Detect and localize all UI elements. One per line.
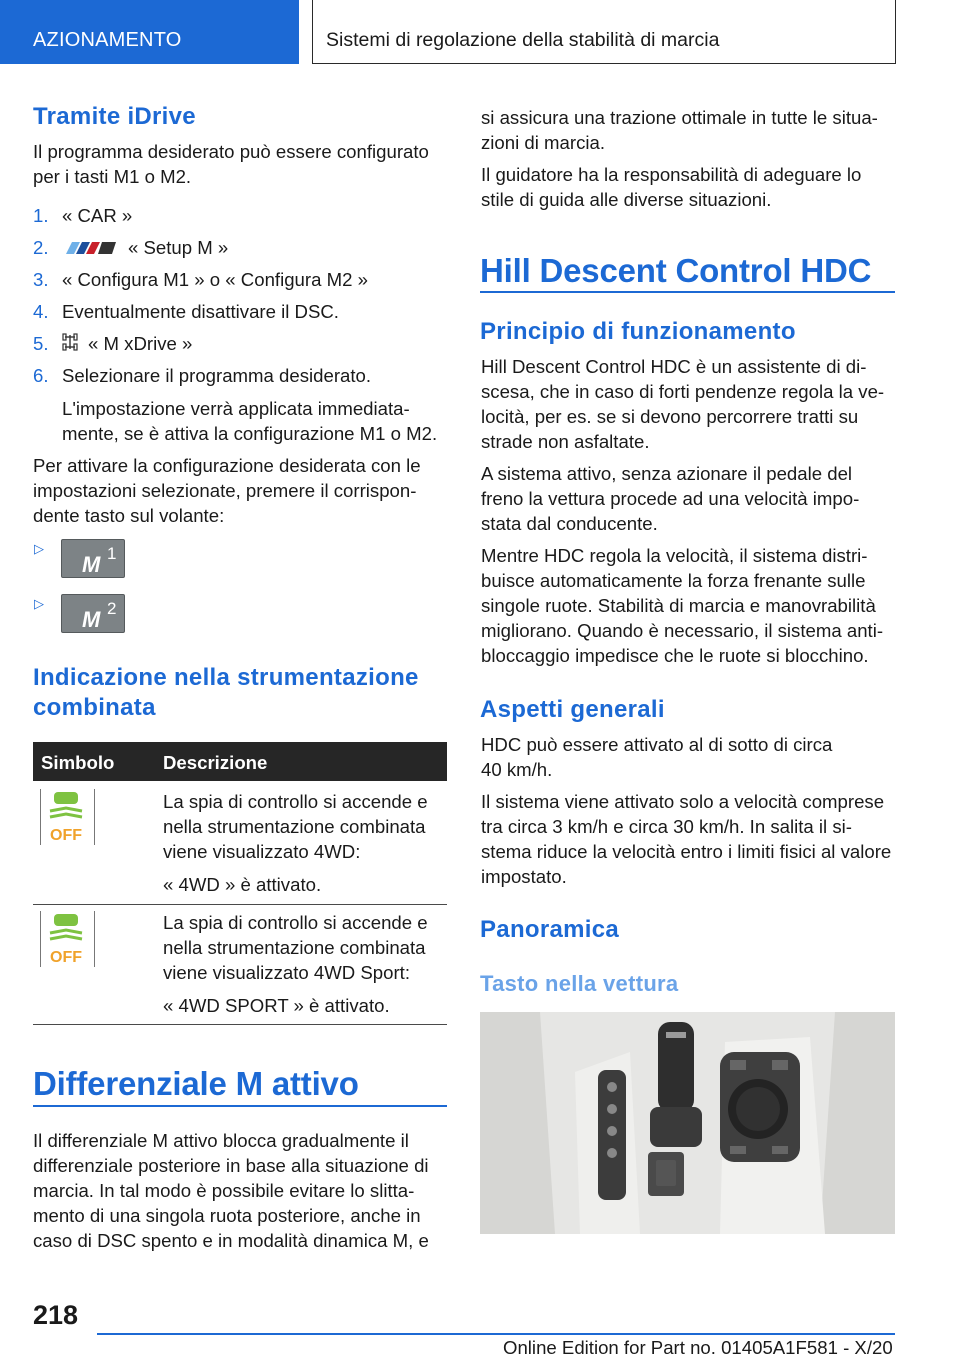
step-number: 5. <box>33 333 49 354</box>
step-text: « Configura M1 » o « Configura M2 » <box>62 269 368 290</box>
distrib-text-line: Mentre HDC regola la velocità, il sistema distri- <box>481 545 868 566</box>
overview-heading: Panoramica <box>480 916 620 943</box>
distrib-text-line: buisce automaticamente la forza frenante sulle <box>481 570 866 591</box>
display-heading-line-2: combinata <box>33 694 156 721</box>
diff-text-line: marcia. In tal modo è possibile evitare lo slitta- <box>33 1180 415 1201</box>
step-number: 1. <box>33 205 49 226</box>
row-desc-line: La spia di controllo si accende e <box>163 912 428 933</box>
general-text-line: 40 km/h. <box>481 759 553 780</box>
diff-text-line: differenziale posteriore in base alla situazione di <box>33 1155 429 1176</box>
step-number: 4. <box>33 301 49 322</box>
footer-edition: Online Edition for Part no. 01405A1F581 - X/20 <box>503 1337 893 1358</box>
idrive-intro-line-1: Il programma desiderato può essere configurato <box>33 141 429 162</box>
driver-text-line: stile di guida alle diverse situazioni. <box>481 189 772 210</box>
principle-text-line: strade non asfaltate. <box>481 431 650 452</box>
step-item <box>62 235 228 262</box>
footer-rule <box>97 1333 895 1335</box>
step-text: Selezionare il programma desiderato. <box>62 365 372 386</box>
row-desc-line: nella strumentazione combinata <box>163 937 426 958</box>
step-note-line-2: mente, se è attiva la configurazione M1 o M2. <box>62 423 438 444</box>
row-desc-line: nella strumentazione combinata <box>163 816 426 837</box>
step-text: « CAR » <box>62 205 133 226</box>
table-divider <box>33 904 447 905</box>
row-status: « 4WD » è attivato. <box>163 874 322 895</box>
active-text-line: stata dal conducente. <box>481 513 658 534</box>
chapter-title: Sistemi di regolazione della stabilità di marcia <box>326 29 720 51</box>
activate-line-2: impostazioni selezionate, premere il corrispon- <box>33 480 417 501</box>
general-text-line: Il sistema viene attivato solo a velocità comprese <box>481 791 885 812</box>
row-status: « 4WD SPORT » è attivato. <box>163 995 390 1016</box>
column-header-symbol: Simbolo <box>41 752 115 773</box>
general-text-line: impostato. <box>481 866 567 887</box>
principle-text-line: locità, per es. se si devono percorrere tratti su <box>481 406 859 427</box>
step-item <box>62 331 192 358</box>
diff-text-line: caso di DSC spento e in modalità dinamica M, e <box>33 1230 429 1251</box>
m-stripes-icon <box>62 236 118 262</box>
m2-key-sup: 2 <box>107 599 117 618</box>
active-text-line: A sistema attivo, senza azionare il pedale del <box>481 463 853 484</box>
activate-line-1: Per attivare la configurazione desiderata con le <box>33 455 421 476</box>
button-heading: Tasto nella vettura <box>480 971 679 996</box>
spy-off-text: OFF <box>50 949 82 966</box>
activate-line-3: dente tasto sul volante: <box>33 505 225 526</box>
center-console-photo <box>480 1012 895 1234</box>
column-header-description: Descrizione <box>163 752 268 773</box>
cont-text-line: si assicura una trazione ottimale in tutte le situa- <box>481 107 878 128</box>
diff-heading: Differenziale M attivo <box>33 1065 359 1102</box>
hdc-off-warning-icon <box>40 789 95 845</box>
general-heading: Aspetti generali <box>480 696 665 723</box>
active-text-line: freno la vettura procede ad una velocità impo- <box>481 488 860 509</box>
table-divider <box>33 1024 447 1025</box>
bullet-triangle: ▷ <box>34 596 44 611</box>
step-number: 6. <box>33 365 49 386</box>
idrive-intro-line-2: per i tasti M1 o M2. <box>33 166 192 187</box>
distrib-text-line: bloccaggio impedisce che le ruote si blocchino. <box>481 645 869 666</box>
principle-heading: Principio di funzionamento <box>480 318 796 345</box>
driver-text-line: Il guidatore ha la responsabilità di adeguare lo <box>481 164 862 185</box>
spy-off-text: OFF <box>50 827 82 844</box>
step-text: « Setup M » <box>128 237 229 258</box>
principle-text-line: scesa, che in caso di forti pendenze regola la ve- <box>481 381 885 402</box>
row-desc-line: La spia di controllo si accende e <box>163 791 428 812</box>
step-number: 3. <box>33 269 49 290</box>
distrib-text-line: singole ruote. Stabilità di marcia e manovrabilità <box>481 595 876 616</box>
xdrive-icon <box>62 332 78 358</box>
m2-key-label: M <box>82 607 101 632</box>
distrib-text-line: migliorano. Quando è necessario, il sistema anti- <box>481 620 884 641</box>
general-text-line: HDC può essere attivato al di sotto di circa <box>481 734 833 755</box>
m1-key-label: M <box>82 552 101 577</box>
m1-key-sup: 1 <box>107 544 117 563</box>
m1-key-icon <box>61 539 125 578</box>
section-label: AZIONAMENTO <box>33 29 182 51</box>
m2-key-icon <box>61 594 125 633</box>
page-number: 218 <box>33 1300 79 1330</box>
hdc-off-warning-icon <box>40 911 95 967</box>
diff-text-line: Il differenziale M attivo blocca gradualmente il <box>33 1130 409 1151</box>
idrive-heading: Tramite iDrive <box>33 103 196 130</box>
general-text-line: tra circa 3 km/h e circa 30 km/h. In salita il si- <box>481 816 852 837</box>
heading-rule <box>33 1105 447 1107</box>
chapter-header <box>312 0 896 64</box>
step-text: « M xDrive » <box>88 333 193 354</box>
heading-rule <box>480 291 895 293</box>
display-heading-line-1: Indicazione nella strumentazione <box>33 664 419 691</box>
principle-text-line: Hill Descent Control HDC è un assistente di di- <box>481 356 867 377</box>
cont-text-line: zioni di marcia. <box>481 132 606 153</box>
hdc-heading: Hill Descent Control HDC <box>480 252 872 289</box>
bullet-triangle: ▷ <box>34 541 44 556</box>
step-note-line-1: L'impostazione verrà applicata immediata- <box>62 398 410 419</box>
general-text-line: stema riduce la velocità entro i limiti fisici al valore <box>481 841 892 862</box>
step-number: 2. <box>33 237 49 258</box>
diff-text-line: mento di una singola ruota posteriore, anche in <box>33 1205 421 1226</box>
table-header <box>33 742 447 781</box>
step-text: Eventualmente disattivare il DSC. <box>62 301 339 322</box>
row-desc-line: viene visualizzato 4WD: <box>163 841 361 862</box>
section-tab <box>0 0 299 64</box>
row-desc-line: viene visualizzato 4WD Sport: <box>163 962 410 983</box>
